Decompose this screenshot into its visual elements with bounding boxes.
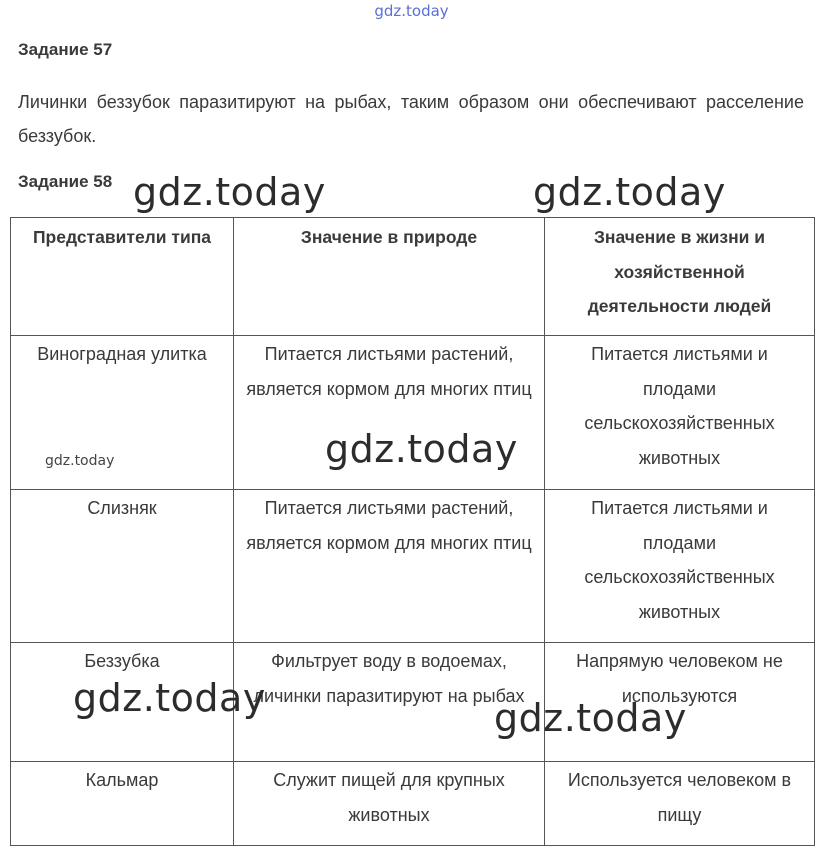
watermark-small: gdz.today [45, 453, 115, 469]
cell-nature: Питается листьями растений, является кормом для многих птиц [234, 490, 545, 643]
header-representatives: Представители типа [11, 218, 234, 336]
cell-nature: Питается листьями растений, является кормом для многих птиц [234, 336, 545, 490]
table-row [11, 490, 815, 643]
header-human-value: Значение в жизни и хозяйственной деятельности людей [545, 218, 815, 336]
cell-nature: Служит пищей для крупных животных [234, 762, 545, 846]
site-watermark-top: gdz.today [374, 2, 449, 20]
cell-name: Виноградная улитка [11, 336, 234, 490]
cell-name: Кальмар [11, 762, 234, 846]
task-57-title: Задание 57 [18, 40, 113, 59]
cell-human: Используется человеком в пищу [545, 762, 815, 846]
cell-human: Напрямую человеком не используются [545, 643, 815, 762]
watermark: gdz.today [325, 427, 518, 471]
header-nature-value: Значение в природе [234, 218, 545, 336]
watermark: gdz.today [494, 696, 687, 740]
table-header-row [11, 218, 815, 336]
table-row [11, 762, 815, 846]
task-58-title: Задание 58 [18, 172, 113, 191]
mollusks-table [10, 217, 815, 846]
cell-nature: Фильтрует воду в водоемах, личинки паразитируют на рыбах [234, 643, 545, 762]
watermark: gdz.today [73, 676, 266, 720]
cell-human: Питается листьями и плодами сельскохозяйственных животных [545, 490, 815, 643]
task-57-text: Личинки беззубок паразитируют на рыбах, таким образом они обеспечивают расселение беззубок. [18, 92, 804, 146]
watermark: gdz.today [133, 170, 326, 214]
watermark: gdz.today [533, 170, 726, 214]
cell-name: Слизняк [11, 490, 234, 643]
cell-name: Беззубка [11, 643, 234, 762]
cell-human: Питается листьями и плодами сельскохозяйственных животных [545, 336, 815, 490]
